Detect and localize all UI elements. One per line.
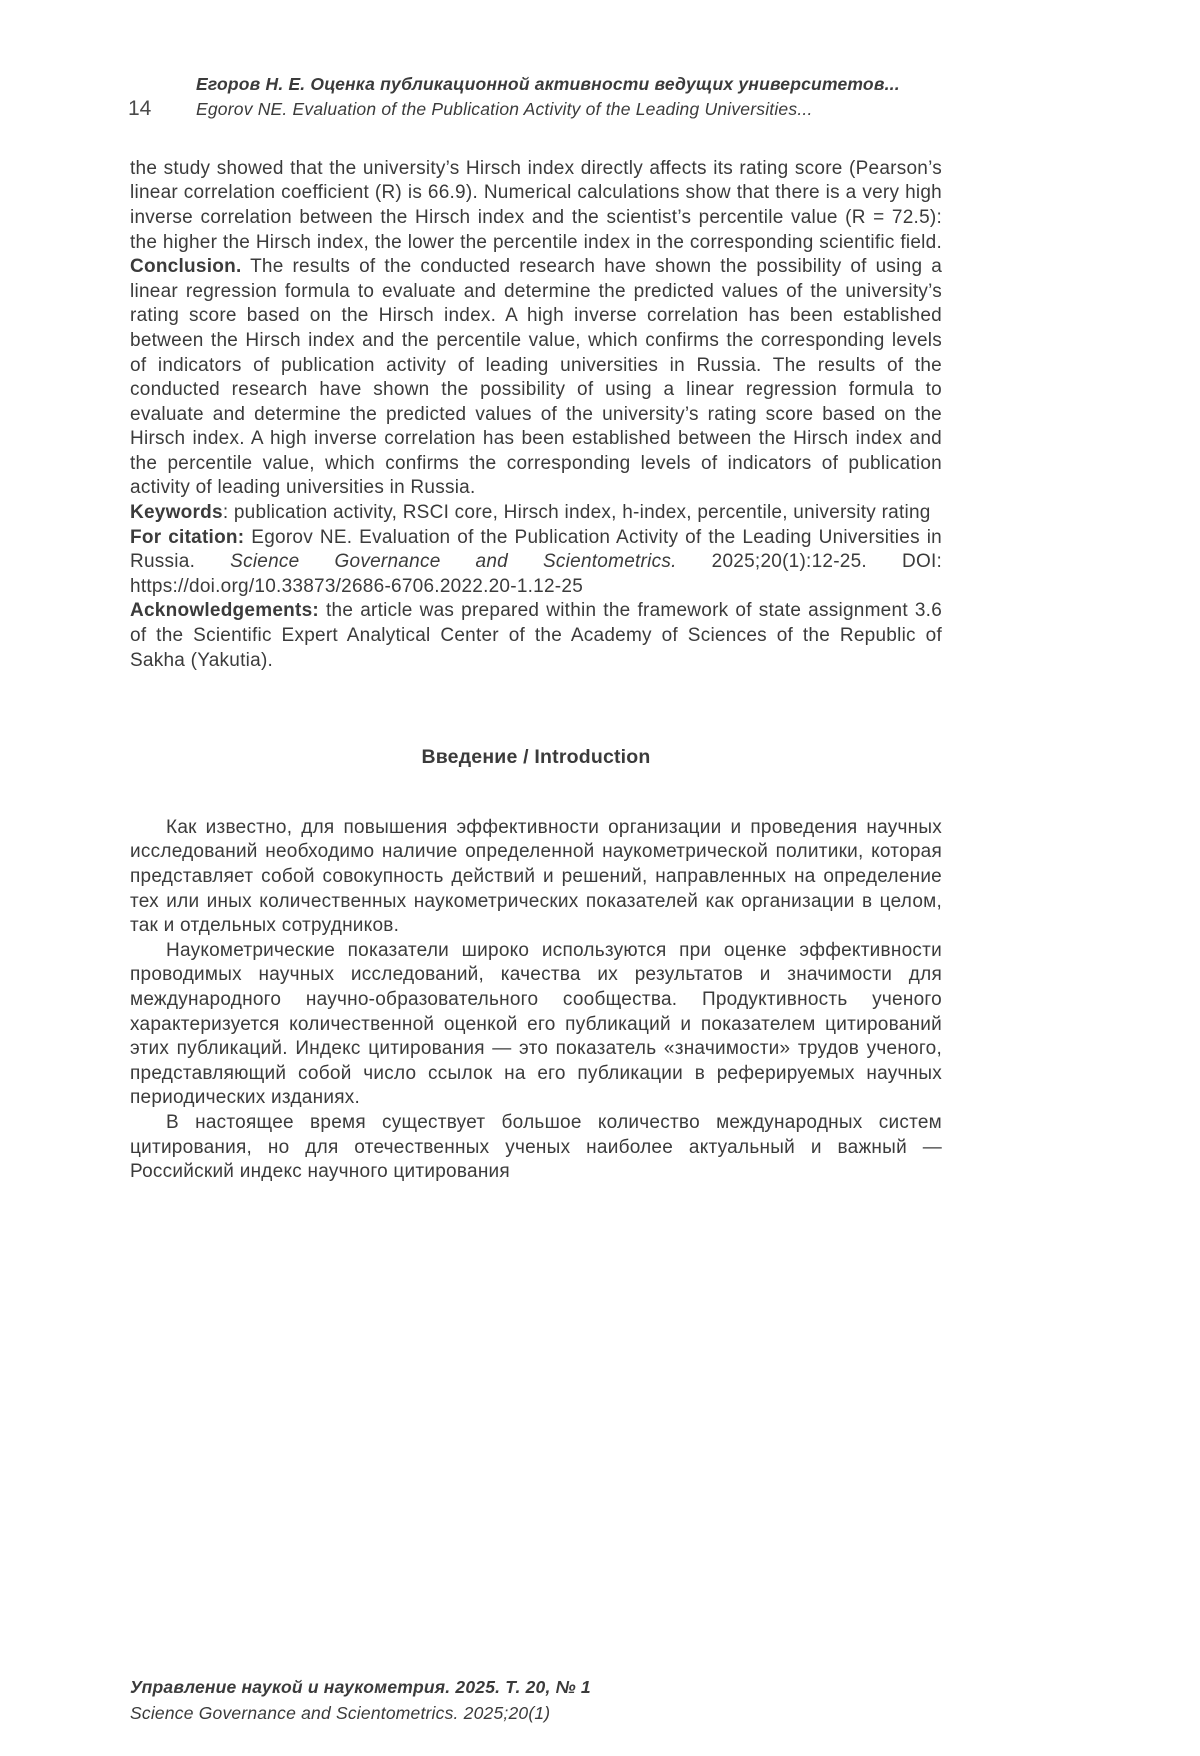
abstract-text-before-conclusion: the study showed that the university’s Hirsch index directly affects its rating score (Pearson’s linear correlation coefficient (R) is 66.9). Numerical calculations show that there is a very high inverse correlation between the Hirsch index and the scientist’s percentile value (R = 72.5): the higher the Hirsch index, the lower the percentile index in the corresponding scientific field. bbox=[130, 157, 942, 253]
citation-text-start: Egorov NE. Evaluation of the Publication Activity of the Leading Universities in Russia. bbox=[130, 526, 942, 573]
page-footer bbox=[130, 1674, 942, 1727]
page-content bbox=[130, 157, 942, 1185]
citation-paragraph bbox=[130, 526, 942, 600]
running-head bbox=[196, 72, 943, 123]
keywords-text: : publication activity, RSCI core, Hirsch index, h-index, percentile, university rating bbox=[222, 502, 931, 524]
page-number: 14 bbox=[128, 97, 152, 121]
citation-label: For citation: bbox=[130, 526, 245, 548]
introduction-section bbox=[130, 816, 942, 1185]
conclusion-label: Conclusion. bbox=[130, 256, 242, 278]
intro-paragraph-2: Наукометрические показатели широко используются при оценке эффективности проводимых научных исследований, качества их результатов и значимости для международного научно-образовательного сообщества. Продуктивность ученого характеризуется количественной оценкой его публикаций и показателем цитирований этих публикаций. Индекс цитирования — это показатель «значимости» трудов ученого, представляющий собой число ссылок на его публикации в реферируемых научных периодических изданиях. bbox=[130, 939, 942, 1109]
running-head-english: Egorov NE. Evaluation of the Publication Activity of the Leading Universities... bbox=[196, 99, 813, 120]
keywords-label: Keywords bbox=[130, 502, 223, 524]
intro-paragraph-1: Как известно, для повышения эффективности организации и проведения научных исследований необходимо наличие определенной наукометрической политики, которая представляет собой совокупность действий и решений, направленных на определение тех или иных количественных наукометрических показателей как организации в целом, так и отдельных сотрудников. bbox=[130, 816, 942, 937]
footer-journal-russian: Управление наукой и наукометрия. 2025. Т. 20, № 1 bbox=[130, 1676, 591, 1697]
footer-journal-english: Science Governance and Scientometrics. 2025;20(1) bbox=[130, 1702, 551, 1723]
page-header bbox=[128, 72, 943, 123]
section-heading-introduction: Введение / Introduction bbox=[421, 746, 651, 769]
acknowledgements-text: the article was prepared within the framework of state assignment 3.6 of the Scientific Expert Analytical Center of the Academy of Sciences of the Republic of Sakha (Yakutia). bbox=[130, 600, 943, 671]
acknowledgements-label: Acknowledgements: bbox=[130, 600, 320, 622]
intro-paragraph-3: В настоящее время существует большое количество международных систем цитирования, но для отечественных ученых наиболее актуальный и важный — Российский индекс научного цитирования bbox=[130, 1111, 942, 1183]
citation-journal-title: Science Governance and Scientometrics. bbox=[230, 551, 677, 573]
acknowledgements-paragraph bbox=[130, 599, 942, 673]
citation-text-end: 2025;20(1):12-25. DOI: https://doi.org/10.33873/2686-6706.2022.20-1.12-25 bbox=[130, 551, 943, 597]
keywords-paragraph bbox=[130, 501, 942, 526]
abstract-text-after-conclusion: The results of the conducted research have shown the possibility of using a linear regression formula to evaluate and determine the predicted values of the university’s rating score based on the Hirsch index. A high inverse correlation has been established between the Hirsch index and the percentile value, which confirms the corresponding levels of indicators of publication activity of leading universities in Russia. The results of the conducted research have shown the possibility of using a linear regression formula to evaluate and determine the predicted values of the university’s rating score based on the Hirsch index. A high inverse correlation has been established between the Hirsch index and the percentile value, which confirms the corresponding levels of indicators of publication activity of leading universities in Russia. bbox=[130, 256, 943, 499]
abstract-paragraph bbox=[130, 157, 942, 501]
running-head-russian: Егоров Н. Е. Оценка публикационной активности ведущих университетов... bbox=[196, 74, 900, 94]
